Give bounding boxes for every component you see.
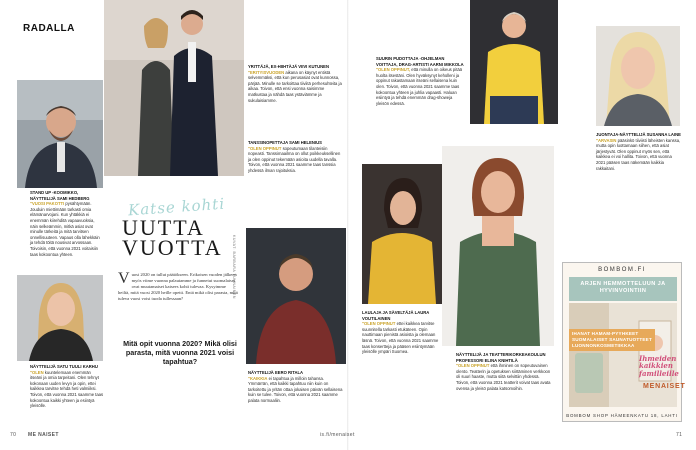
title-line-1: UUTTA <box>122 215 205 240</box>
ad-site: BOMBOM.FI <box>598 267 646 273</box>
title-line-2: VUOTTA <box>122 235 223 260</box>
caption-head: JUONTAJA-NÄYTTELIJÄ SUSANNA LAINE <box>596 132 681 137</box>
photo-aarni-mikkola <box>470 0 558 124</box>
caption-head: LAULAJA JA SÄVELTÄJÄ LAURA VOUTILAINEN <box>362 310 430 321</box>
caption-head: YRITTÄJÄ, EX-HIIHTÄJÄ VIIVI KUTUNEN <box>248 64 329 69</box>
ad-product-pill: IHANAT HAMAM-PYYHKEET SUOMALAISET SAUNATUOTTEET LUONNONKOSMETIIKKAA <box>569 329 655 351</box>
caption-quote: "OLEN OPPINUT <box>362 321 396 327</box>
caption-quote: "KAIKKIA <box>248 375 268 381</box>
pull-quote: Mitä opit vuonna 2020? Mikä olisi parasta, mitä vuonna 2021 voisi tapahtua? <box>123 339 237 366</box>
photo-credit: KUVAT: BARBARA TUUNAINEN <box>232 235 236 299</box>
caption-text: ettei kaikkea tarvitse suunnitella tarkasti etukäteen. Opin nauttimaan pienistä asioista ja olemaan läsnä. Toivon, että vuonna 2021 saamme taas konsertteja ja pääsen esiintymään yleisölle ympäri Suomea. <box>362 321 439 355</box>
caption-elina-knihtila <box>456 352 552 391</box>
photo-eero-ritala <box>246 228 346 364</box>
photo-satu-tuuli-karhu <box>17 275 103 361</box>
caption-quote: "OLEN OPPINUT <box>248 145 282 151</box>
caption-laura-voutilainen <box>362 310 442 355</box>
caption-quote: "OLEN OPPINUT <box>456 363 490 369</box>
page-gutter <box>347 0 349 450</box>
caption-viivi-kutunen <box>248 64 344 103</box>
caption-text: pysähtymään. Jouduin miettimään tarkasti omia elämänarvojani. Kun yhtäkkiä ei enemmän kiirehditä vapaavuoksia, näin selkeämmin, mitkä asiat ovat minulle tärkeitä ja mitä tarvitsen onnellisuuteen. Vapaus olla lähekkäin ja tehdä töitä nousivat arvossaan. Toivoisin, että vuonna 2021 voitaisiin taas kokoontua yhteen. <box>30 201 100 257</box>
footer-left-brand: ME NAISET <box>28 432 59 438</box>
photo-sami-hedberg <box>17 80 103 188</box>
section-label: RADALLA <box>23 23 75 34</box>
caption-head: TANSSINOPETTAJA SAMI HELENIUS <box>248 140 322 145</box>
footer-center-url: is.fi/menaiset <box>320 432 355 438</box>
caption-sami-hedberg <box>30 190 102 257</box>
ad-brand-logo: MENAISET <box>643 383 686 390</box>
title-script: Katse kohti <box>127 194 226 220</box>
caption-eero-ritala <box>248 370 344 404</box>
photo-laura-voutilainen <box>362 164 442 304</box>
advertisement-bombom[interactable] <box>562 262 686 422</box>
caption-susanna-laine <box>596 132 682 171</box>
caption-sami-helenius <box>248 140 344 174</box>
intro-paragraph <box>118 272 238 302</box>
caption-head: NÄYTTELIJÄ EERO RITALA <box>248 370 304 375</box>
title-main <box>122 215 223 260</box>
caption-quote: "OLEN OPPINUT, <box>376 67 411 73</box>
caption-text: että ihminen on sopeutuvainen olento. Teatterin ja opetuksen siirtäminen verkkoon oli suuri haaste, mutta siitä selvittiin yhdessä. Toivon, että vuonna 2021 teatterit voivat taas avata ovensa ja yleisö palata katsomoihin. <box>456 363 551 391</box>
photo-elina-knihtila <box>442 146 554 346</box>
caption-quote: "OLEN <box>30 369 44 375</box>
caption-satu-tuuli-karhu <box>30 364 104 409</box>
caption-text: kuuntelemaan enemmän itseäni ja omia tarpeitani. Olen tehnyt kokonaan uuden levyn ja opin, ettei kaikkea tarvitse tehdä heti valmiiksi. Toivon, että vuonna 2021 saamme taas kokoontua kaikki yhteen ja esiintyä yleisölle. <box>30 369 104 409</box>
caption-text: ei tapahtua ja milloin tahansa. Ymmärrän, että kaikki tapahtuu niin kuin on tarkoitettu ja yritän ottaa jokaisen päivän sellaisena kuin se tulee. Toivon, että vuonna 2021 saamme palata normaaliin. <box>248 375 343 403</box>
ad-banner: ARJEN HEMMOTTELUUN JA HYVINVOINTIIN <box>569 277 677 301</box>
footer-left-page-number: 70 <box>10 432 17 438</box>
caption-aarni-mikkola <box>376 56 464 106</box>
caption-quote: "ERITYISVUODEN <box>248 69 285 75</box>
intro-text: uosi 2020 on tullut päätökseen. Erikoisen vuoden jälkeen myös viime vuonna palautamme ja funnetut suomalaiset ovat muutamaiset katsees kohti tulevaa. Kysyimme heiltä, mitä vuosi 2020 heille opetti. Entä mikä olisi parasta, mitä tuleva vuosi voisi tuoda tullessaan? <box>118 272 238 301</box>
photo-viivi-sami-couple <box>104 0 244 176</box>
caption-text: pääsinkö tiiviisti läheisten kanssa, mutta opin luottamaan siihen, että asiat järjestyvät. Olen oppinut myös sen, että kaikkea ei voi hallita. Toivon, että vuonna 2021 pääsen taas näkemään kaikkia rakkaitani. <box>596 137 681 171</box>
ad-cover-text: Ihmeiden kaikkien familleille <box>639 354 679 378</box>
caption-text: että minulla on oikeus pitää huolta itsestäni. Olen hyväksynyt keholleni ja oppinut rakastamaan itseäni sellaisena kuin olen. Toivon, että vuonna 2021 saamme taas kokoontua yhteen ja juhlia vapaasti. Haluan esiintyä ja tehdä enemmän drag-showeja yleisön edessä. <box>376 67 463 106</box>
intro-drop-cap: V <box>118 270 130 287</box>
ad-shop-address: BOMBOM SHOP HÄMEENKATU 18, LAHTI <box>566 413 678 418</box>
photo-susanna-laine <box>596 26 680 126</box>
caption-text: sopeutumaan tilanteisiin nopeasti. Tanssimaailma on ollut poikkeuksellinen ja olen oppinut tekemään asioita uudella tavalla. Toivon, että vuonna 2021 saamme taas tanssia yhdessä ilman rajoituksia. <box>248 145 341 173</box>
caption-head: NÄYTTELIJÄ SATU TUULI KARHU <box>30 364 98 369</box>
caption-text: aikana on käynyt entistä selvemmäksi, että kun perusasiat ovat kunnossa, pärjää. Minulle se tarkoittaa tiiviitä perhesuhteita ja aikaa. Toivon, että ensi vuonna saisimme matkustaa ja nähdä taas ystäviämme ja sukulaisiamme. <box>248 69 342 103</box>
caption-head: NÄYTTELIJÄ JA TEATTERIKORKEAKOULUN PROFESSORI ELINA KNIHTILÄ <box>456 352 546 363</box>
caption-quote: "VUOSI PAKOTTI <box>30 201 65 207</box>
caption-head: SUURIN PUDOTTAJA -OHJELMAN VOITTAJA, DRAG-ARTISTI AARNI MIKKOLA <box>376 56 464 67</box>
caption-head: STAND UP -KOOMIKKO, NÄYTTELIJÄ SAMI HEDBERG <box>30 190 90 201</box>
footer-right-page-number: 71 <box>676 432 683 438</box>
caption-quote: "ARVASIN <box>596 137 617 143</box>
